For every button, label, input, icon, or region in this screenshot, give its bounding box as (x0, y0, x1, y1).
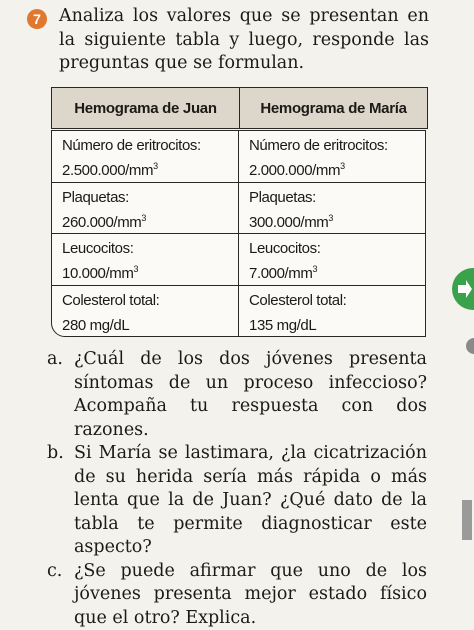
question-text: Si María se lastimara, ¿la cicatrización de su herida sería más rápida o más lenta que la de Juan? ¿Qué dato de la tabla te permite diagnosticar este aspecto? (74, 442, 427, 560)
maria-cell (238, 286, 425, 337)
question-item (47, 442, 427, 560)
cell-label: Leucocitos: (62, 238, 238, 259)
table-row (52, 285, 425, 337)
header-juan: Hemograma de Juan (52, 88, 239, 128)
question-list (47, 348, 427, 630)
maria-cell (238, 234, 425, 285)
page-edge-strip (462, 500, 472, 540)
question-item (47, 560, 427, 630)
table-row (52, 182, 425, 234)
exercise-number-badge: 7 (27, 9, 47, 29)
cell-label: Plaquetas: (62, 187, 238, 208)
cell-label: Leucocitos: (249, 238, 425, 259)
cell-value: $300.000/mm^3$ (249, 208, 425, 233)
header-maria: Hemograma de María (239, 88, 427, 128)
page-edge-tab (466, 338, 474, 354)
cell-label: Colesterol total: (62, 290, 238, 311)
table-row (52, 131, 425, 182)
cell-label: Número de eritrocitos: (249, 135, 425, 156)
cell-label: Número de eritrocitos: (62, 135, 238, 156)
question-text: ¿Cuál de los dos jóvenes presenta síntomas de un proceso infeccioso? Acompaña tu respuesta con dos razones. (74, 348, 427, 442)
maria-cell (238, 183, 425, 234)
question-letter: b. (47, 442, 74, 560)
juan-cell (52, 286, 238, 337)
juan-cell (52, 131, 238, 182)
question-text: ¿Se puede afirmar que uno de los jóvenes presenta mejor estado físico que el otro? Explica. (74, 560, 427, 630)
table-row (52, 233, 425, 285)
question-letter: a. (47, 348, 74, 442)
juan-cell (52, 183, 238, 234)
cell-value: 280 mg/dL (62, 311, 238, 336)
question-item (47, 348, 427, 442)
cell-value: $2.500.000/mm^3$ (62, 156, 238, 181)
question-letter: c. (47, 560, 74, 630)
table-header (51, 87, 428, 129)
right-arrow-icon[interactable] (452, 268, 474, 310)
cell-value: $7.000/mm^3$ (249, 259, 425, 284)
exercise-instructions: Analiza los valores que se presentan en la siguiente tabla y luego, responde las preguntas que se formulan. (59, 5, 429, 76)
cell-label: Colesterol total: (249, 290, 425, 311)
cell-value: $260.000/mm^3$ (62, 208, 238, 233)
cell-value: $10.000/mm^3$ (62, 259, 238, 284)
juan-cell (52, 234, 238, 285)
cell-value: 135 mg/dL (249, 311, 425, 336)
hemogram-table (51, 130, 426, 337)
maria-cell (238, 131, 425, 182)
cell-label: Plaquetas: (249, 187, 425, 208)
cell-value: $2.000.000/mm^3$ (249, 156, 425, 181)
